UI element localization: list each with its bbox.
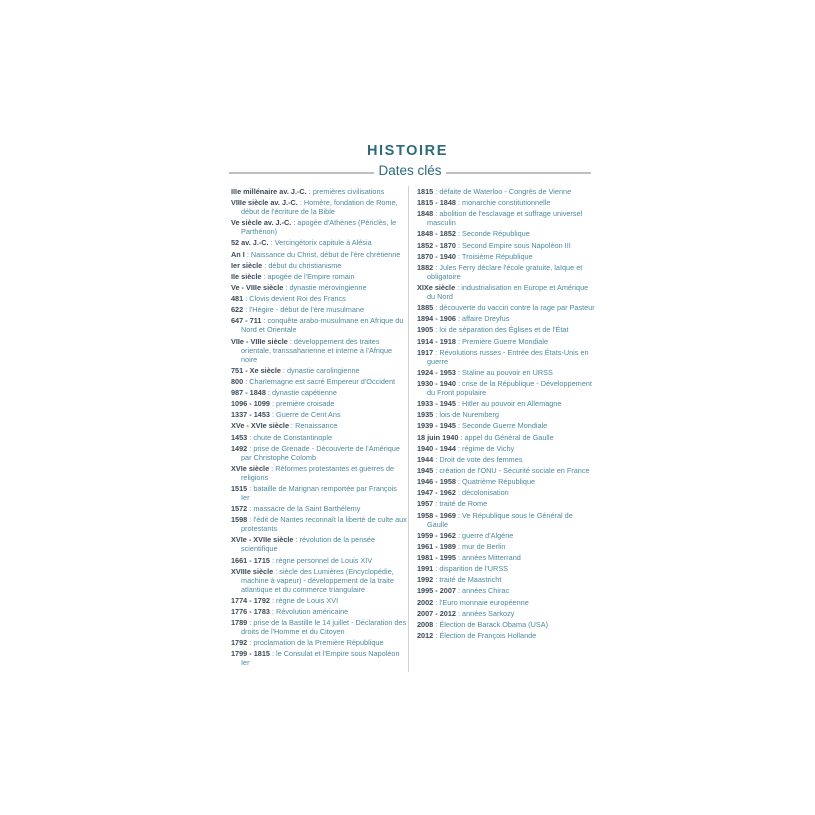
entry-description: années Chirac bbox=[462, 586, 510, 596]
entry-separator: : bbox=[243, 305, 250, 315]
entry-date: 1799 - 1815 bbox=[231, 649, 270, 659]
timeline-entry bbox=[417, 252, 595, 261]
timeline-entry bbox=[231, 484, 407, 502]
timeline-entry bbox=[231, 294, 407, 303]
timeline-entry bbox=[231, 388, 407, 397]
entry-date: 1789 bbox=[231, 618, 248, 628]
entry-description: première croisade bbox=[276, 399, 335, 409]
timeline-entry bbox=[417, 314, 595, 323]
timeline-entry bbox=[417, 337, 595, 346]
timeline-entry bbox=[417, 229, 595, 238]
entry-date: IIe siècle bbox=[231, 271, 262, 281]
entry-date: 1894 - 1906 bbox=[417, 314, 456, 324]
timeline-entry bbox=[231, 444, 407, 462]
entry-separator: : bbox=[247, 432, 254, 442]
entry-description: Élection de Barack Obama (USA) bbox=[439, 619, 549, 629]
entry-separator: : bbox=[455, 251, 462, 261]
entry-description: années Mitterrand bbox=[462, 552, 521, 562]
entry-separator: : bbox=[455, 477, 463, 487]
entry-date: 647 - 711 bbox=[231, 316, 262, 326]
timeline-entry bbox=[417, 477, 595, 486]
entry-date: 1961 - 1989 bbox=[417, 541, 456, 551]
entry-description: premières civilisations bbox=[312, 187, 385, 196]
entry-separator: : bbox=[247, 483, 254, 493]
entry-description: l'Hégire - début de l'ère musulmane bbox=[249, 305, 365, 315]
entry-description: chute de Constantinople bbox=[253, 432, 333, 442]
entry-description: industrialisation en Europe et Amérique du Nord bbox=[427, 282, 589, 301]
timeline-entry bbox=[231, 535, 407, 553]
entry-separator: : bbox=[262, 260, 269, 270]
entry-date: Ve siècle av. J.-C. bbox=[231, 218, 292, 228]
entry-date: 751 - Xe siècle bbox=[231, 365, 281, 375]
entry-date: 1792 bbox=[231, 638, 248, 648]
entry-description: crise de la République - Développement du Front populaire bbox=[427, 378, 592, 397]
entry-separator: : bbox=[455, 378, 463, 388]
entry-separator: : bbox=[265, 387, 272, 397]
entry-separator: : bbox=[455, 314, 463, 324]
entry-description: conquête arabo-musulmane en Afrique du Nord et Orientale bbox=[241, 316, 404, 335]
entry-separator: : bbox=[433, 325, 440, 335]
entry-separator: : bbox=[244, 249, 251, 259]
entry-date: Ve - VIIIe siècle bbox=[231, 282, 284, 292]
page-title: HISTOIRE bbox=[366, 143, 449, 159]
entry-description: règne personnel de Louis XIV bbox=[276, 555, 373, 565]
timeline-entry bbox=[417, 631, 595, 640]
timeline-entry bbox=[417, 499, 595, 508]
entry-description: Quatrième République bbox=[462, 477, 536, 487]
timeline-entry bbox=[417, 303, 595, 312]
timeline-entry bbox=[231, 316, 407, 334]
entry-description: Clovis devient Roi des Francs bbox=[249, 294, 346, 304]
subtitle-row bbox=[229, 160, 591, 180]
entry-date: 1453 bbox=[231, 432, 248, 442]
entry-separator: : bbox=[247, 515, 254, 525]
entry-separator: : bbox=[269, 410, 277, 420]
entry-description: Jules Ferry déclare l'école gratuite, laïque et obligatoire bbox=[427, 262, 583, 281]
entry-separator: : bbox=[455, 443, 463, 453]
entry-separator: : bbox=[269, 606, 277, 616]
entry-separator: : bbox=[247, 638, 254, 648]
timeline-entry bbox=[231, 283, 407, 292]
entry-separator: : bbox=[455, 552, 463, 562]
entry-description: loi de séparation des Églises et de l'État bbox=[439, 325, 569, 335]
entry-date: 1096 - 1099 bbox=[231, 399, 270, 409]
timeline-entry bbox=[417, 421, 595, 430]
entry-separator: : bbox=[433, 454, 440, 464]
timeline-entry bbox=[231, 187, 407, 196]
entry-description: massacre de la Saint Barthélemy bbox=[253, 504, 361, 514]
entry-separator: : bbox=[247, 443, 254, 453]
entry-separator: : bbox=[455, 488, 463, 498]
entry-separator: : bbox=[287, 336, 294, 346]
timeline-entry bbox=[417, 564, 595, 573]
entry-date: 1947 - 1962 bbox=[417, 488, 456, 498]
entry-separator: : bbox=[291, 218, 298, 228]
entry-separator: : bbox=[280, 365, 287, 375]
timeline-entry bbox=[231, 433, 407, 442]
timeline-entry bbox=[417, 620, 595, 629]
entry-date: XIXe siècle bbox=[417, 282, 456, 292]
timeline-entry bbox=[417, 399, 595, 408]
entry-date: 1924 - 1953 bbox=[417, 367, 456, 377]
entry-description: règne de Louis XVI bbox=[276, 595, 339, 605]
entry-date: 1815 - 1848 bbox=[417, 198, 456, 208]
entry-description: monarchie constitutionnelle bbox=[462, 198, 551, 208]
timeline-entry bbox=[231, 515, 407, 533]
entry-description: création de l'ONU - Sécurité sociale en France bbox=[439, 465, 590, 475]
entry-date: XVIe siècle bbox=[231, 463, 270, 473]
entry-separator: : bbox=[433, 262, 440, 272]
entry-separator: : bbox=[433, 410, 440, 420]
entry-date: 2008 bbox=[417, 619, 434, 629]
entry-separator: : bbox=[433, 564, 440, 574]
timeline-entry bbox=[231, 618, 407, 636]
entry-separator: : bbox=[247, 618, 254, 628]
entry-description: Charlemagne est sacré Empereur d'Occident bbox=[249, 376, 396, 386]
entry-separator: : bbox=[243, 294, 250, 304]
entry-date: 1995 - 2007 bbox=[417, 586, 456, 596]
entry-date: 2002 bbox=[417, 597, 434, 607]
entry-date: 1939 - 1945 bbox=[417, 421, 456, 431]
entry-separator: : bbox=[273, 566, 280, 576]
entry-date: Ier siècle bbox=[231, 260, 263, 270]
entry-date: 1598 bbox=[231, 515, 248, 525]
entry-separator: : bbox=[455, 198, 463, 208]
entry-date: 1945 bbox=[417, 465, 434, 475]
timeline-entry bbox=[417, 598, 595, 607]
entry-date: 1870 - 1940 bbox=[417, 251, 456, 261]
entry-date: 1930 - 1940 bbox=[417, 378, 456, 388]
entry-date: 1933 - 1945 bbox=[417, 399, 456, 409]
entry-date: 1776 - 1783 bbox=[231, 606, 270, 616]
entry-separator: : bbox=[268, 238, 275, 248]
timeline-entry bbox=[417, 586, 595, 595]
entry-date: 18 juin 1940 bbox=[417, 432, 459, 442]
entry-separator: : bbox=[269, 555, 277, 565]
entry-description: dynastie mérovingienne bbox=[289, 282, 367, 292]
entry-separator: : bbox=[433, 303, 440, 313]
entry-separator: : bbox=[293, 535, 300, 545]
entry-date: XVIe - XVIIe siècle bbox=[231, 535, 294, 545]
entry-description: Vercingétorix capitule à Alésia bbox=[274, 238, 372, 248]
entry-description: bataille de Marignan remportée par François Ier bbox=[241, 483, 397, 502]
entry-separator: : bbox=[269, 399, 277, 409]
entry-description: Second Empire sous Napoléon III bbox=[462, 240, 571, 250]
entry-description: lois de Nuremberg bbox=[439, 410, 499, 420]
entry-description: Staline au pouvoir en URSS bbox=[462, 367, 553, 377]
entry-description: siècle des Lumières (Encyclopédie, machine à vapeur) - développement de la traite atlantique et du commerce triangulaire bbox=[241, 566, 394, 594]
entry-description: Troisième République bbox=[461, 251, 533, 261]
entry-description: appel du Général de Gaulle bbox=[464, 432, 554, 442]
entry-separator: : bbox=[306, 187, 313, 196]
entry-date: 1815 bbox=[417, 187, 434, 196]
entry-separator: : bbox=[455, 367, 463, 377]
entry-date: 1905 bbox=[417, 325, 434, 335]
entry-separator: : bbox=[433, 499, 440, 509]
entry-description: Révolution américaine bbox=[276, 606, 349, 616]
timeline-entry bbox=[417, 488, 595, 497]
entry-separator: : bbox=[243, 376, 250, 386]
timeline-entry bbox=[231, 399, 407, 408]
timeline-entry bbox=[231, 377, 407, 386]
entry-separator: : bbox=[455, 510, 463, 520]
entry-separator: : bbox=[289, 421, 296, 431]
timeline-entry bbox=[231, 596, 407, 605]
entry-separator: : bbox=[261, 271, 268, 281]
entry-description: Droit de vote des femmes bbox=[439, 454, 523, 464]
entry-description: apogée d'Athènes (Périclès, le Parthénon) bbox=[241, 218, 397, 237]
entry-description: traité de Maastricht bbox=[439, 575, 502, 585]
entry-separator: : bbox=[455, 608, 463, 618]
timeline-entry bbox=[417, 511, 595, 529]
entry-date: 1992 bbox=[417, 575, 434, 585]
timeline-entry bbox=[417, 348, 595, 366]
entry-description: Première Guerre Mondiale bbox=[462, 336, 549, 346]
timeline-entry bbox=[231, 261, 407, 270]
entry-description: dynastie capétienne bbox=[272, 387, 337, 397]
entry-separator: : bbox=[455, 421, 463, 431]
entry-date: XVIIIe siècle bbox=[231, 566, 274, 576]
entry-separator: : bbox=[455, 229, 463, 239]
entry-separator: : bbox=[433, 597, 440, 607]
timeline-entry bbox=[417, 553, 595, 562]
timeline-entry bbox=[417, 209, 595, 227]
entry-date: 1492 bbox=[231, 443, 248, 453]
entry-description: régime de Vichy bbox=[462, 443, 515, 453]
entry-description: Seconde Guerre Mondiale bbox=[462, 421, 548, 431]
entry-separator: : bbox=[455, 586, 463, 596]
entry-date: 1885 bbox=[417, 303, 434, 313]
entry-date: 987 - 1848 bbox=[231, 387, 266, 397]
entry-date: 1991 bbox=[417, 564, 434, 574]
entry-description: début du christianisme bbox=[268, 260, 342, 270]
entry-date: VIIIe siècle av. J.-C. bbox=[231, 198, 298, 208]
timeline-entry bbox=[231, 556, 407, 565]
entry-description: l'édit de Nantes reconnaît la liberté de culte aux protestants bbox=[241, 515, 407, 534]
timeline-entry bbox=[231, 504, 407, 513]
timeline-entry bbox=[417, 368, 595, 377]
timeline-entry bbox=[231, 272, 407, 281]
entry-date: 1944 bbox=[417, 454, 434, 464]
timeline-entry bbox=[417, 466, 595, 475]
entry-separator: : bbox=[455, 541, 463, 551]
entry-date: 1661 - 1715 bbox=[231, 555, 270, 565]
timeline-entry bbox=[231, 410, 407, 419]
entry-separator: : bbox=[433, 575, 440, 585]
entry-description: Naissance du Christ, début de l'ère chrétienne bbox=[250, 249, 401, 259]
column-divider bbox=[408, 186, 409, 672]
entry-description: découverte du vaccin contre la rage par Pasteur bbox=[439, 303, 595, 313]
entry-description: le Consulat et l'Empire sous Napoléon Ier bbox=[241, 649, 400, 668]
entry-description: guerre d'Algérie bbox=[462, 530, 514, 540]
timeline-entry bbox=[231, 305, 407, 314]
page-subtitle: Dates clés bbox=[378, 162, 442, 178]
entry-date: 1981 - 1995 bbox=[417, 552, 456, 562]
timeline-entry bbox=[231, 366, 407, 375]
entry-separator: : bbox=[433, 347, 440, 357]
timeline-entry bbox=[417, 575, 595, 584]
entry-description: Renaissance bbox=[295, 421, 338, 431]
entry-description: dynastie carolingienne bbox=[287, 365, 360, 375]
entry-date: 1957 bbox=[417, 499, 434, 509]
entry-description: proclamation de la Première République bbox=[253, 638, 384, 648]
entry-separator: : bbox=[433, 465, 440, 475]
entry-description: développement des traites orientale, transsaharienne et interne à l'Afrique noire bbox=[241, 336, 393, 364]
entry-separator: : bbox=[433, 209, 440, 219]
timeline-entry bbox=[417, 531, 595, 540]
entry-date: 1774 - 1792 bbox=[231, 595, 270, 605]
entry-date: 2012 bbox=[417, 630, 434, 640]
entry-description: mur de Berlin bbox=[462, 541, 506, 551]
entry-date: 1848 - 1852 bbox=[417, 229, 456, 239]
entry-separator: : bbox=[455, 282, 462, 292]
timeline-entry bbox=[417, 283, 595, 301]
entry-description: Réformes protestantes et guerres de religions bbox=[241, 463, 395, 482]
entry-separator: : bbox=[269, 463, 276, 473]
entry-separator: : bbox=[283, 282, 290, 292]
entry-date: XVe - XVIe siècle bbox=[231, 421, 290, 431]
entry-separator: : bbox=[455, 399, 463, 409]
timeline-entry bbox=[231, 218, 407, 236]
entry-date: An I bbox=[231, 249, 245, 259]
entry-date: 1572 bbox=[231, 504, 248, 514]
entry-description: défaite de Waterloo - Congrès de Vienne bbox=[439, 187, 572, 196]
timeline-entry bbox=[417, 379, 595, 397]
entry-description: Guerre de Cent Ans bbox=[276, 410, 341, 420]
entry-date: 1848 bbox=[417, 209, 434, 219]
timeline-entry bbox=[231, 238, 407, 247]
entry-description: l'Euro monnaie européenne bbox=[439, 597, 529, 607]
timeline-entry bbox=[231, 198, 407, 216]
entry-date: VIIe - VIIIe siècle bbox=[231, 336, 288, 346]
timeline-entry bbox=[417, 444, 595, 453]
entry-description: abolition de l'esclavage et suffrage universel masculin bbox=[427, 209, 583, 228]
timeline-entry bbox=[417, 455, 595, 464]
timeline-entry bbox=[231, 638, 407, 647]
entry-date: 1917 bbox=[417, 347, 434, 357]
entry-separator: : bbox=[433, 630, 440, 640]
timeline-entry bbox=[231, 421, 407, 430]
entry-separator: : bbox=[269, 595, 277, 605]
entry-description: décolonisation bbox=[462, 488, 509, 498]
entry-date: 1337 - 1453 bbox=[231, 410, 270, 420]
entry-description: Révolutions russes - Entrée des États-Unis en guerre bbox=[427, 347, 589, 366]
entry-description: Hitler au pouvoir en Allemagne bbox=[462, 399, 562, 409]
entry-description: apogée de l'Empire romain bbox=[267, 271, 355, 281]
entry-date: 1914 - 1918 bbox=[417, 336, 456, 346]
entry-separator: : bbox=[458, 432, 465, 442]
entry-date: 1959 - 1962 bbox=[417, 530, 456, 540]
entry-date: 622 bbox=[231, 305, 244, 315]
entry-date: IIIe millénaire av. J.-C. bbox=[231, 187, 307, 196]
entry-date: 1852 - 1870 bbox=[417, 240, 456, 250]
timeline-entry bbox=[231, 464, 407, 482]
timeline-entry bbox=[417, 198, 595, 207]
entry-description: traité de Rome bbox=[439, 499, 488, 509]
entry-description: affaire Dreyfus bbox=[462, 314, 510, 324]
timeline-entry bbox=[231, 607, 407, 616]
timeline-entry bbox=[417, 609, 595, 618]
entry-separator: : bbox=[261, 316, 268, 326]
entry-date: 1940 - 1944 bbox=[417, 443, 456, 453]
timeline-entry bbox=[417, 325, 595, 334]
entry-separator: : bbox=[455, 530, 463, 540]
timeline-entry bbox=[231, 567, 407, 594]
timeline-left-column bbox=[231, 187, 407, 670]
timeline-entry bbox=[231, 337, 407, 364]
timeline-entry bbox=[417, 433, 595, 442]
entry-date: 481 bbox=[231, 294, 244, 304]
left-rule bbox=[229, 172, 374, 174]
entry-date: 1882 bbox=[417, 262, 434, 272]
entry-date: 1946 - 1958 bbox=[417, 477, 456, 487]
entry-description: disparition de l'URSS bbox=[439, 564, 509, 574]
entry-separator: : bbox=[433, 187, 440, 196]
entry-date: 52 av. J.-C. bbox=[231, 238, 269, 248]
entry-date: 1958 - 1969 bbox=[417, 510, 456, 520]
timeline-entry bbox=[417, 410, 595, 419]
timeline-entry bbox=[417, 263, 595, 281]
entry-separator: : bbox=[433, 619, 440, 629]
entry-description: Homère, fondation de Rome, début de l'écriture de la Bible bbox=[241, 198, 398, 217]
timeline-entry bbox=[417, 542, 595, 551]
timeline-entry bbox=[417, 241, 595, 250]
entry-separator: : bbox=[455, 336, 463, 346]
entry-description: Ve République sous le Général de Gaulle bbox=[427, 510, 573, 529]
entry-description: prise de la Bastille le 14 juillet - Déclaration des droits de l'Homme et du Citoyen bbox=[241, 618, 407, 637]
entry-date: 1935 bbox=[417, 410, 434, 420]
entry-date: 1515 bbox=[231, 483, 248, 493]
entry-date: 800 bbox=[231, 376, 244, 386]
entry-separator: : bbox=[247, 504, 254, 514]
entry-description: révolution de la pensée scientifique bbox=[241, 535, 376, 554]
entry-description: prise de Grenade - Découverte de l'Amérique par Christophe Colomb bbox=[241, 443, 400, 462]
timeline-entry bbox=[231, 250, 407, 259]
entry-separator: : bbox=[297, 198, 304, 208]
entry-separator: : bbox=[269, 649, 277, 659]
timeline-entry bbox=[231, 649, 407, 667]
entry-description: Élection de François Hollande bbox=[439, 630, 537, 640]
right-rule bbox=[446, 172, 591, 174]
entry-date: 2007 - 2012 bbox=[417, 608, 456, 618]
timeline-entry bbox=[417, 187, 595, 196]
entry-separator: : bbox=[455, 240, 463, 250]
entry-description: Seconde République bbox=[462, 229, 530, 239]
entry-description: années Sarkozy bbox=[462, 608, 515, 618]
timeline-right-column bbox=[417, 187, 595, 642]
